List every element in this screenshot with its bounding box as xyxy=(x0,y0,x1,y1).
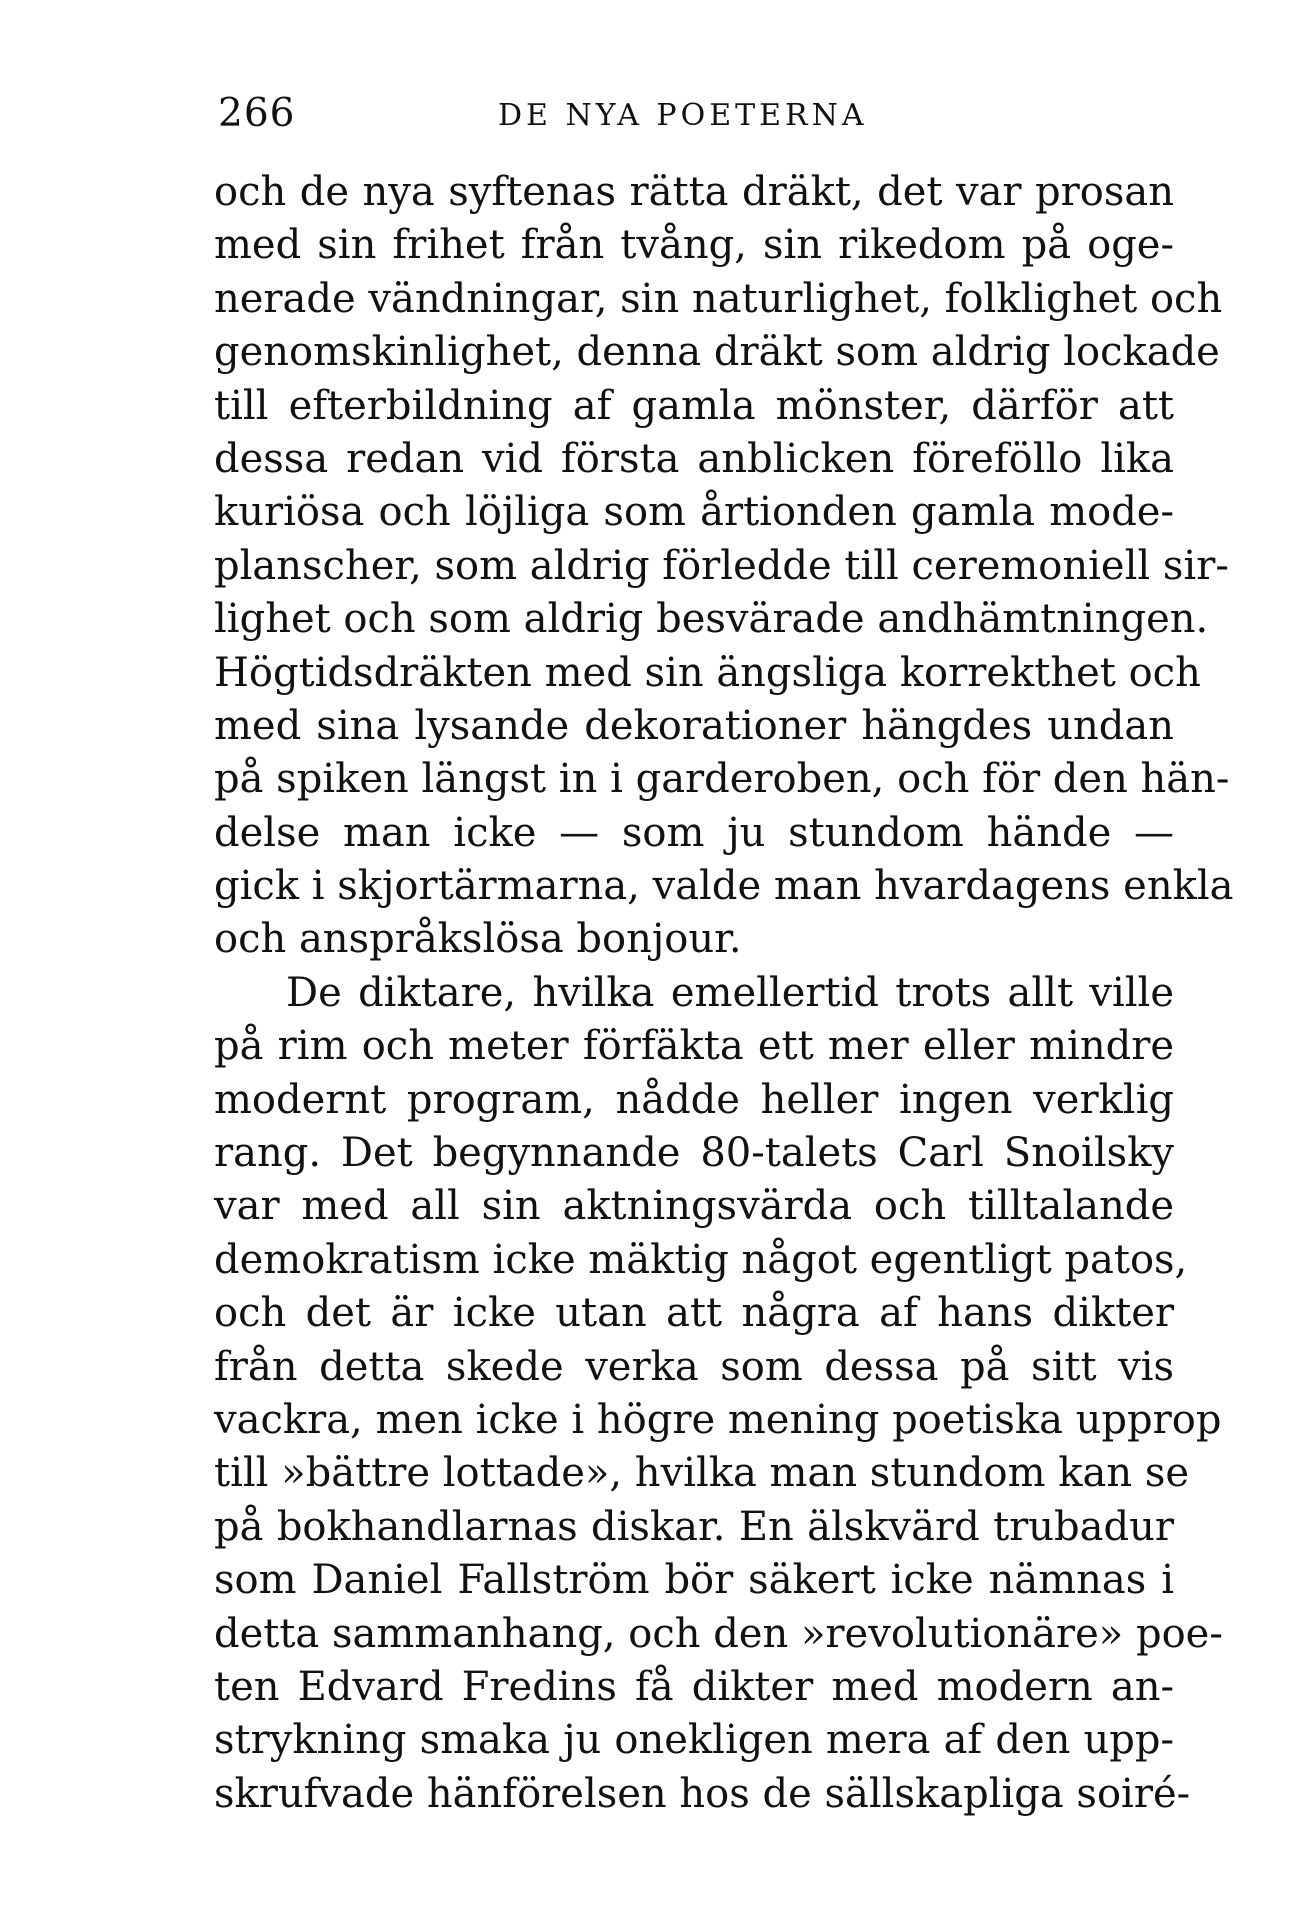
text-line: från detta skede verka som dessa på sitt vis xyxy=(214,1343,1174,1390)
text-line: kuriösa och löjliga som årtionden gamla mode- xyxy=(214,489,1174,536)
text-line: och det är icke utan att några af hans dikter xyxy=(214,1290,1174,1337)
text-line: med sina lysande dekorationer hängdes undan xyxy=(214,702,1174,749)
text-line: strykning smaka ju onekligen mera af den upp- xyxy=(214,1717,1174,1764)
text-line: delse man icke — som ju stundom hände — xyxy=(214,809,1174,856)
body-text xyxy=(214,166,1234,1821)
text-line: detta sammanhang, och den »revolutionäre» poe- xyxy=(214,1610,1223,1657)
paragraph-start-line: De diktare, hvilka emellertid trots allt ville xyxy=(286,969,1174,1016)
text-line: genomskinlighet, denna dräkt som aldrig lockade xyxy=(214,329,1220,376)
page-number: 266 xyxy=(218,91,296,136)
text-line: på bokhandlarnas diskar. En älskvärd trubadur xyxy=(214,1503,1174,1550)
text-line: på rim och meter förfäkta ett mer eller mindre xyxy=(214,1023,1174,1070)
text-line: ten Edvard Fredins få dikter med modern an- xyxy=(214,1663,1174,1710)
text-line: på spiken längst in i garderoben, och för den hän- xyxy=(214,756,1230,803)
text-line: var med all sin aktningsvärda och tilltalande xyxy=(214,1183,1174,1230)
text-line: rang. Det begynnande 80-talets Carl Snoilsky xyxy=(214,1130,1174,1177)
text-line: skrufvade hänförelsen hos de sällskapliga soiré- xyxy=(214,1770,1191,1817)
text-line: planscher, som aldrig förledde till ceremoniell sir- xyxy=(214,542,1229,589)
running-head xyxy=(218,86,1168,142)
text-line: demokratism icke mäktig något egentligt patos, xyxy=(214,1236,1188,1283)
text-line: till »bättre lottade», hvilka man stundom kan se xyxy=(214,1450,1190,1497)
text-line: nerade vändningar, sin naturlighet, folklighet och xyxy=(214,275,1223,322)
text-line: gick i skjortärmarna, valde man hvardagens enkla xyxy=(214,863,1234,910)
paragraph-end-line: och anspråkslösa bonjour. xyxy=(214,916,742,963)
text-line: med sin frihet från tvång, sin rikedom på oge- xyxy=(214,222,1174,269)
text-line: som Daniel Fallström bör säkert icke nämnas i xyxy=(214,1557,1174,1604)
text-line: och de nya syftenas rätta dräkt, det var prosan xyxy=(214,169,1174,215)
text-line: Högtidsdräkten med sin ängsliga korrekthet och xyxy=(214,649,1201,696)
text-line: vackra, men icke i högre mening poetiska upprop xyxy=(214,1396,1222,1443)
text-line: till efterbildning af gamla mönster, därför att xyxy=(214,382,1174,429)
text-line: dessa redan vid första anblicken föreföllo lika xyxy=(214,435,1174,482)
text-line: modernt program, nådde heller ingen verklig xyxy=(214,1076,1174,1123)
text-line: lighet och som aldrig besvärade andhämtningen. xyxy=(214,596,1209,643)
running-title: DE NYA POETERNA xyxy=(498,98,868,133)
